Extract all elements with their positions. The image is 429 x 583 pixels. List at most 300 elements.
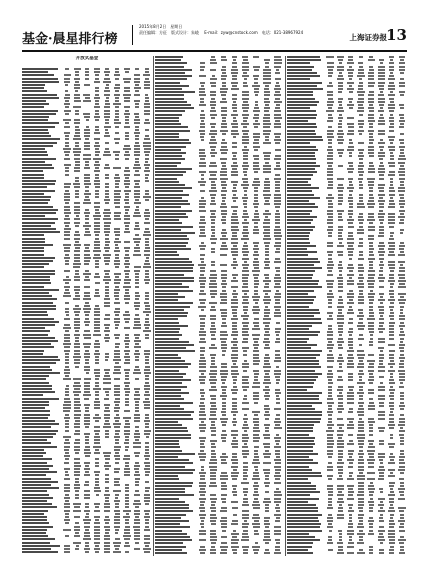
fund-value-text: [367, 360, 375, 362]
table-row: [155, 462, 283, 464]
fund-value-text: [200, 501, 205, 503]
fund-value-text: [199, 533, 207, 535]
fund-value-text: [358, 267, 364, 269]
fund-value-text: [84, 388, 90, 390]
fund-value-text: [264, 536, 270, 538]
fund-value-text: [94, 510, 100, 512]
fund-value-text: [75, 193, 80, 195]
fund-value-text: [265, 373, 269, 375]
fund-value-text: [134, 180, 140, 182]
fund-value-text: [400, 309, 403, 311]
fund-value-text: [369, 504, 374, 506]
fund-value-text: [399, 120, 405, 122]
table-row: [22, 388, 152, 390]
table-row: [287, 514, 407, 516]
fund-value-text: [145, 180, 148, 182]
fund-value-text: [233, 59, 237, 61]
fund-value-text: [232, 398, 237, 400]
fund-value-text: [83, 273, 90, 275]
fund-value-text: [389, 379, 394, 381]
fund-value-text: [65, 494, 68, 496]
fund-value-text: [114, 212, 121, 214]
table-row: [22, 113, 152, 115]
fund-value-text: [124, 318, 130, 320]
fund-name-text: [287, 456, 309, 458]
fund-value-text: [254, 190, 258, 192]
fund-name-text: [22, 346, 54, 348]
table-row: [22, 151, 152, 153]
table-row: [155, 306, 283, 308]
fund-value-text: [329, 530, 332, 532]
fund-value-text: [379, 430, 384, 432]
fund-value-text: [84, 311, 90, 313]
fund-value-text: [274, 408, 281, 410]
fund-value-text: [328, 370, 332, 372]
fund-value-text: [105, 295, 108, 297]
fund-value-text: [358, 302, 365, 304]
fund-value-text: [114, 526, 119, 528]
fund-value-text: [210, 174, 216, 176]
fund-value-text: [144, 538, 150, 540]
fund-value-text: [232, 456, 238, 458]
fund-value-text: [358, 402, 364, 404]
fund-value-text: [114, 218, 121, 220]
fund-value-text: [274, 168, 281, 170]
fund-value-text: [358, 430, 364, 432]
table-row: [22, 148, 152, 150]
fund-value-text: [388, 248, 396, 250]
fund-value-text: [105, 327, 110, 329]
fund-value-text: [390, 155, 394, 157]
fund-name-text: [22, 298, 57, 300]
fund-value-text: [253, 507, 260, 509]
fund-value-text: [274, 491, 281, 493]
fund-value-text: [338, 325, 342, 327]
fund-value-text: [368, 283, 374, 285]
fund-value-text: [210, 238, 217, 240]
table-row: [155, 235, 283, 237]
fund-value-text: [348, 254, 354, 256]
table-row: [287, 216, 407, 218]
table-row: [155, 264, 283, 266]
fund-value-text: [253, 421, 259, 423]
table-row: [287, 331, 407, 333]
fund-value-text: [349, 306, 353, 308]
fund-value-text: [243, 549, 248, 551]
fund-value-text: [145, 334, 149, 336]
fund-value-text: [243, 456, 247, 458]
table-row: [22, 276, 152, 278]
table-row: [155, 482, 283, 484]
fund-value-text: [328, 206, 333, 208]
fund-value-text: [242, 434, 248, 436]
fund-name-text: [287, 306, 309, 308]
fund-name-text: [287, 418, 321, 420]
fund-value-text: [328, 306, 332, 308]
fund-value-text: [244, 194, 248, 196]
table-row: [155, 101, 283, 103]
fund-value-text: [84, 522, 90, 524]
fund-value-text: [399, 421, 405, 423]
table-row: [287, 312, 407, 314]
fund-value-text: [125, 346, 130, 348]
fund-value-text: [135, 378, 138, 380]
table-row: [155, 155, 283, 157]
fund-value-text: [105, 340, 109, 342]
table-row: [287, 155, 407, 157]
table-row: [287, 200, 407, 202]
fund-value-text: [85, 516, 89, 518]
fund-name-text: [22, 138, 60, 140]
fund-value-text: [200, 267, 204, 269]
fund-value-text: [242, 427, 249, 429]
table-row: [155, 91, 283, 93]
fund-value-text: [200, 430, 205, 432]
fund-value-text: [124, 87, 130, 89]
fund-value-text: [232, 107, 237, 109]
fund-value-text: [64, 334, 70, 336]
fund-name-text: [155, 171, 186, 173]
fund-value-text: [359, 280, 363, 282]
fund-value-text: [65, 302, 69, 304]
fund-value-text: [339, 104, 343, 106]
fund-value-text: [378, 123, 384, 125]
fund-value-text: [378, 187, 384, 189]
fund-value-text: [379, 88, 384, 90]
title-divider: [132, 25, 133, 45]
fund-value-text: [338, 216, 342, 218]
fund-name-text: [155, 251, 177, 253]
fund-value-text: [347, 498, 354, 500]
table-row: [22, 90, 152, 92]
fund-value-text: [400, 328, 403, 330]
fund-value-text: [265, 264, 269, 266]
table-row: [287, 434, 407, 436]
fund-value-text: [264, 338, 269, 340]
fund-value-text: [349, 514, 353, 516]
fund-value-text: [398, 216, 405, 218]
fund-value-text: [95, 433, 99, 435]
fund-value-text: [264, 530, 270, 532]
fund-name-text: [155, 206, 181, 208]
fund-name-text: [155, 258, 189, 260]
fund-value-text: [358, 155, 364, 157]
fund-value-text: [253, 475, 259, 477]
fund-value-text: [339, 72, 343, 74]
fund-value-text: [368, 418, 374, 420]
fund-value-text: [399, 373, 405, 375]
fund-value-text: [115, 100, 119, 102]
fund-value-text: [95, 289, 99, 291]
table-row: [287, 251, 407, 253]
fund-value-text: [145, 327, 149, 329]
fund-value-text: [144, 302, 149, 304]
fund-value-text: [65, 375, 70, 377]
fund-name-text: [155, 386, 187, 388]
fund-value-text: [209, 277, 217, 279]
fund-value-text: [210, 290, 217, 292]
fund-value-text: [199, 424, 206, 426]
fund-name-text: [22, 129, 48, 131]
fund-value-text: [399, 203, 405, 205]
fund-value-text: [253, 203, 259, 205]
fund-value-text: [263, 190, 270, 192]
fund-value-text: [243, 338, 248, 340]
fund-value-text: [339, 155, 342, 157]
fund-name-text: [155, 395, 181, 397]
fund-value-text: [220, 149, 228, 151]
fund-value-text: [253, 110, 260, 112]
fund-value-text: [327, 347, 333, 349]
fund-value-text: [135, 225, 138, 227]
fund-value-text: [348, 232, 352, 234]
fund-value-text: [64, 238, 70, 240]
table-row: [22, 478, 152, 480]
fund-name-text: [22, 522, 49, 524]
fund-value-text: [200, 398, 206, 400]
table-row: [22, 250, 152, 252]
fund-value-text: [231, 472, 239, 474]
fund-value-text: [358, 427, 364, 429]
fund-value-text: [399, 267, 405, 269]
fund-value-text: [358, 414, 364, 416]
fund-value-text: [349, 539, 352, 541]
fund-value-text: [199, 530, 205, 532]
fund-value-text: [327, 373, 333, 375]
fund-value-text: [84, 404, 89, 406]
table-row: [22, 68, 152, 70]
fund-value-text: [389, 523, 395, 525]
fund-name-text: [22, 209, 58, 211]
fund-value-text: [243, 478, 247, 480]
fund-value-text: [339, 120, 342, 122]
fund-value-text: [231, 226, 238, 228]
fund-value-text: [328, 395, 332, 397]
fund-value-text: [275, 546, 281, 548]
fund-value-text: [135, 410, 138, 412]
fund-value-text: [231, 318, 238, 320]
table-row: [287, 226, 407, 228]
fund-value-text: [253, 437, 260, 439]
fund-value-text: [104, 305, 110, 307]
fund-name-text: [22, 366, 50, 368]
fund-value-text: [64, 183, 71, 185]
fund-value-text: [200, 136, 204, 138]
fund-value-text: [276, 165, 280, 167]
fund-value-text: [135, 359, 140, 361]
fund-value-text: [369, 251, 373, 253]
fund-value-text: [74, 334, 79, 336]
fund-value-text: [74, 465, 81, 467]
fund-value-text: [390, 302, 394, 304]
fund-value-text: [125, 228, 128, 230]
fund-value-text: [398, 469, 405, 471]
fund-value-text: [144, 468, 149, 470]
fund-value-text: [114, 510, 120, 512]
fund-value-text: [145, 295, 148, 297]
fund-value-text: [358, 424, 364, 426]
fund-value-text: [349, 290, 353, 292]
fund-value-text: [200, 322, 205, 324]
fund-value-text: [84, 260, 90, 262]
fund-value-text: [221, 312, 228, 314]
fund-value-text: [222, 354, 225, 356]
fund-value-text: [221, 376, 228, 378]
fund-value-text: [358, 488, 365, 490]
fund-value-text: [115, 206, 120, 208]
fund-value-text: [145, 174, 149, 176]
table-row: [22, 222, 152, 224]
fund-value-text: [63, 436, 71, 438]
fund-value-text: [379, 312, 384, 314]
fund-value-text: [64, 478, 70, 480]
fund-value-text: [265, 526, 270, 528]
fund-value-text: [144, 254, 150, 256]
fund-name-text: [155, 277, 194, 279]
fund-value-text: [339, 533, 343, 535]
fund-value-text: [399, 146, 406, 148]
table-row: [22, 286, 152, 288]
table-row: [287, 453, 407, 455]
fund-value-text: [84, 295, 90, 297]
fund-value-text: [368, 296, 374, 298]
fund-value-text: [368, 408, 375, 410]
fund-value-text: [232, 274, 238, 276]
table-row: [287, 98, 407, 100]
fund-value-text: [254, 341, 258, 343]
fund-name-text: [287, 542, 313, 544]
fund-value-text: [339, 242, 342, 244]
fund-value-text: [125, 135, 129, 137]
fund-name-text: [155, 133, 179, 135]
fund-value-text: [231, 306, 238, 308]
fund-value-text: [348, 162, 353, 164]
fund-value-text: [390, 178, 393, 180]
fund-value-text: [210, 507, 217, 509]
fund-value-text: [378, 510, 385, 512]
fund-value-text: [399, 459, 404, 461]
fund-value-text: [276, 379, 280, 381]
fund-name-text: [287, 88, 323, 90]
fund-value-text: [95, 375, 100, 377]
fund-name-text: [22, 270, 55, 272]
table-row: [22, 174, 152, 176]
table-row: [155, 488, 283, 490]
fund-value-text: [379, 206, 383, 208]
fund-name-text: [287, 235, 309, 237]
fund-value-text: [337, 424, 344, 426]
fund-name-text: [287, 510, 318, 512]
fund-name-text: [22, 426, 51, 428]
fund-value-text: [328, 181, 333, 183]
fund-value-text: [349, 165, 353, 167]
fund-value-text: [125, 503, 129, 505]
fund-value-text: [221, 325, 228, 327]
table-row: [287, 158, 407, 160]
fund-name-text: [155, 94, 184, 96]
fund-value-text: [74, 154, 81, 156]
fund-value-text: [209, 389, 216, 391]
fund-value-text: [379, 520, 384, 522]
fund-value-text: [222, 382, 225, 384]
fund-name-text: [287, 222, 311, 224]
fund-value-text: [74, 350, 81, 352]
fund-name-text: [155, 66, 184, 68]
fund-value-text: [390, 491, 394, 493]
fund-value-text: [400, 427, 403, 429]
fund-value-text: [274, 446, 282, 448]
fund-value-text: [145, 449, 149, 451]
fund-value-text: [254, 373, 259, 375]
fund-value-text: [378, 328, 385, 330]
fund-value-text: [64, 158, 71, 160]
table-row: [287, 395, 407, 397]
fund-value-text: [327, 283, 333, 285]
fund-name-text: [155, 392, 189, 394]
fund-value-text: [328, 107, 332, 109]
fund-value-text: [74, 353, 80, 355]
fund-value-text: [233, 488, 236, 490]
fund-name-text: [155, 254, 179, 256]
fund-value-text: [64, 78, 70, 80]
table-row: [155, 373, 283, 375]
fund-value-text: [359, 158, 363, 160]
fund-value-text: [339, 536, 343, 538]
fund-value-text: [85, 71, 90, 73]
fund-value-text: [231, 206, 239, 208]
fund-value-text: [96, 494, 99, 496]
fund-value-text: [220, 158, 227, 160]
fund-value-text: [231, 165, 237, 167]
fund-name-text: [287, 69, 312, 71]
fund-value-text: [252, 270, 260, 272]
fund-value-text: [211, 306, 215, 308]
fund-value-text: [276, 69, 279, 71]
fund-name-text: [155, 110, 185, 112]
fund-value-text: [114, 449, 119, 451]
fund-value-text: [115, 343, 120, 345]
table-row: [22, 183, 152, 185]
fund-name-text: [287, 62, 310, 64]
fund-value-text: [144, 350, 151, 352]
fund-value-text: [145, 238, 148, 240]
fund-value-text: [264, 242, 270, 244]
fund-value-text: [134, 532, 141, 534]
fund-value-text: [388, 261, 395, 263]
fund-name-text: [22, 474, 46, 476]
fund-value-text: [274, 312, 281, 314]
fund-value-text: [134, 414, 140, 416]
fund-value-text: [232, 440, 238, 442]
fund-value-text: [378, 120, 386, 122]
fund-value-text: [64, 97, 70, 99]
fund-value-text: [198, 453, 206, 455]
fund-value-text: [327, 91, 333, 93]
fund-value-text: [144, 420, 150, 422]
fund-name-text: [155, 421, 178, 423]
fund-value-text: [265, 162, 269, 164]
table-row: [155, 315, 283, 317]
fund-value-text: [145, 276, 148, 278]
fund-value-text: [264, 88, 269, 90]
fund-name-text: [22, 87, 44, 89]
fund-value-text: [347, 187, 355, 189]
fund-value-text: [242, 270, 250, 272]
fund-value-text: [201, 197, 204, 199]
fund-value-text: [94, 372, 100, 374]
fund-value-text: [74, 209, 80, 211]
fund-value-text: [134, 318, 140, 320]
